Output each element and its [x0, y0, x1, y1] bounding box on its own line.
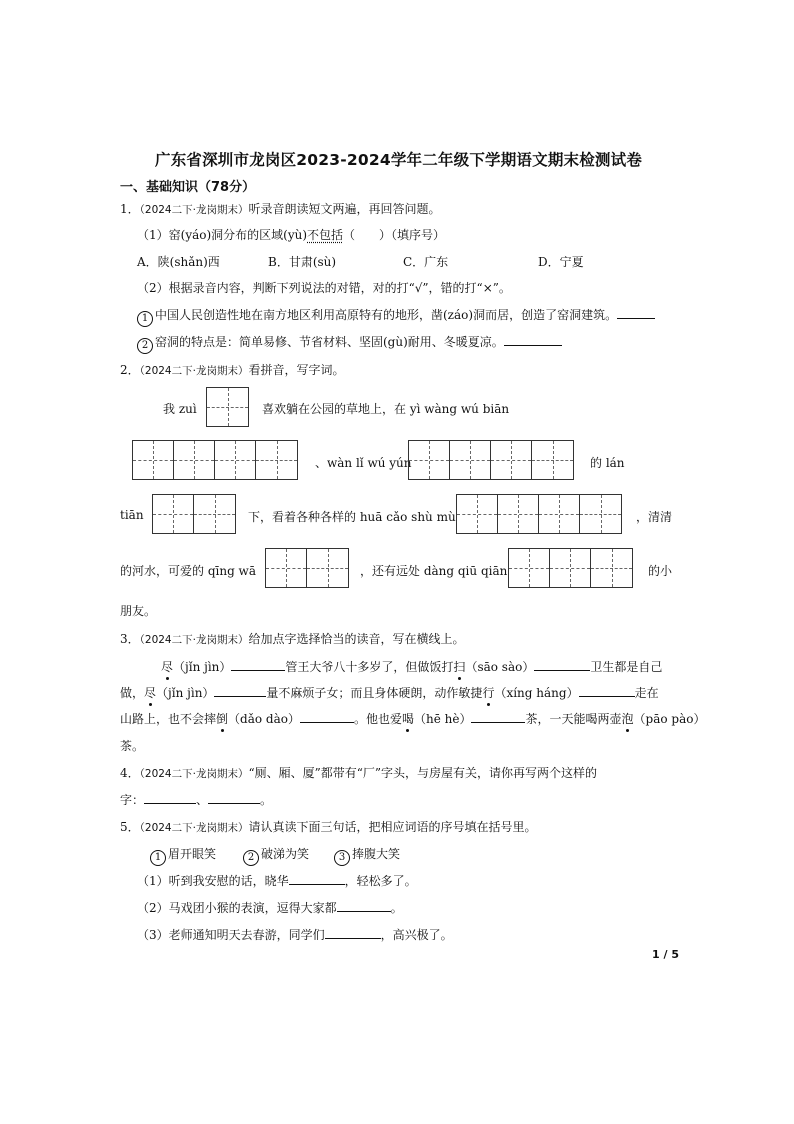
q3-line-1: 尽（jǐn jìn） 管王大爷八十多岁了，但做饭打扫（sāo sào） 卫生都是自己 [161, 660, 663, 674]
q1-judge-2: 2 窑洞的特点是：简单易修、节省材料、坚固(gù)耐用、冬暖夏凉。 [137, 333, 562, 354]
answer-blank[interactable] [144, 791, 196, 804]
pinyin-text: 、wàn lǐ wú yún [315, 456, 412, 470]
answer-blank[interactable] [325, 926, 381, 939]
pinyin-text: 的 lán [590, 456, 625, 470]
answer-blank[interactable] [300, 710, 354, 723]
answer-blank[interactable] [231, 658, 285, 671]
q1-option-b[interactable]: B．甘肃(sù) [268, 255, 337, 269]
body-text: 朋友。 [120, 604, 157, 618]
q5-sentence-3: （3）老师通知明天去春游，同学们 ，高兴极了。 [137, 928, 453, 942]
writing-grid-5[interactable] [456, 494, 622, 534]
q5-sentence-1: （1）听到我安慰的话，晓华 ，轻松多了。 [137, 874, 417, 888]
writing-grid-4[interactable] [152, 494, 236, 534]
q4-answer-line: 字： 、 。 [120, 793, 273, 807]
pinyin-text: 喜欢躺在公园的草地上，在 yì wàng wú biān [262, 402, 510, 416]
question-1 [120, 200, 440, 217]
pinyin-text: ，还有远处 dàng qiū qiān [360, 564, 508, 578]
writing-grid-6[interactable] [265, 548, 349, 588]
q1-option-d[interactable]: D．宁夏 [538, 255, 584, 269]
writing-grid-7[interactable] [508, 548, 633, 588]
q5-word-1: 1 眉开眼笑 [150, 845, 216, 866]
body-text: 的小 [648, 564, 673, 578]
q3-line-2: 做，尽（jǐn jìn） 量不麻烦子女；而且身体硬朗，动作敏捷行（xíng háng） 走在 [120, 686, 659, 700]
q5-word-2: 2 破涕为笑 [243, 845, 309, 866]
q1-judge-1: 1 中国人民创造性地在南方地区利用高原特有的地形，凿(záo)洞而居，创造了窑洞建筑。 [137, 306, 655, 327]
section-heading: 一、基础知识（78分） [120, 180, 256, 195]
pinyin-text: tiān [120, 508, 144, 522]
question-5: 5．（2024二下·龙岗期末）请认真读下面三句话，把相应词语的序号填在括号里。 [120, 820, 537, 834]
answer-blank[interactable] [208, 791, 260, 804]
q3-line-4: 茶。 [120, 739, 145, 753]
circled-number: 2 [137, 338, 153, 354]
pinyin-text: 下，看着各种各样的 huā cǎo shù mù [248, 510, 456, 524]
q1-option-c[interactable]: C．广东 [403, 255, 449, 269]
question-4: 4．（2024二下·龙岗期末）“厕、厢、厦”都带有“厂”字头，与房屋有关，请你再写两个这样的 [120, 766, 597, 780]
answer-blank[interactable] [214, 684, 266, 697]
emphasis-text: 不包括 [307, 228, 344, 242]
pinyin-text: 的河水，可爱的 qīng wā [120, 564, 256, 578]
answer-blank[interactable] [471, 710, 525, 723]
writing-grid-2[interactable] [132, 440, 298, 480]
answer-blank[interactable] [579, 684, 635, 697]
body-text: ，清清 [636, 510, 673, 524]
answer-blank[interactable] [504, 333, 562, 346]
answer-blank[interactable] [617, 306, 655, 319]
question-stem: 听录音朗读短文两遍，再回答问题。 [248, 202, 441, 216]
q1-sub1: （1）窑(yáo)洞分布的区域(yù)不包括（ ）（填序号） [137, 228, 446, 242]
question-2: 2．（2024二下·龙岗期末）看拼音，写字词。 [120, 363, 345, 377]
q1-sub2: （2）根据录音内容，判断下列说法的对错，对的打“√”，错的打“×”。 [137, 281, 511, 295]
pinyin-text: 我 zuì [163, 402, 197, 416]
page-title: 广东省深圳市龙岗区2023-2024学年二年级下学期语文期末检测试卷 [155, 151, 643, 169]
q3-line-3: 山路上，也不会摔倒（dǎo dào） 。他也爱喝（hē hè） 茶，一天能喝两壶泡（pāo pào） [120, 712, 706, 726]
page-number: 1 / 5 [652, 948, 679, 961]
circled-number: 1 [137, 311, 153, 327]
writing-grid-1[interactable] [206, 387, 249, 427]
question-3: 3．（2024二下·龙岗期末）给加点字选择恰当的读音，写在横线上。 [120, 632, 465, 646]
circled-number: 2 [243, 850, 259, 866]
question-source: （2024二下·龙岗期末） [139, 204, 249, 216]
q5-word-3: 3 捧腹大笑 [334, 845, 400, 866]
circled-number: 3 [334, 850, 350, 866]
answer-blank[interactable] [289, 872, 345, 885]
writing-grid-3[interactable] [408, 440, 574, 480]
answer-blank[interactable] [337, 899, 391, 912]
question-number: 1． [120, 202, 140, 216]
q5-sentence-2: （2）马戏团小猴的表演，逗得大家都 。 [137, 901, 403, 915]
answer-blank[interactable] [534, 658, 590, 671]
q1-option-a[interactable]: A．陕(shǎn)西 [137, 255, 220, 269]
circled-number: 1 [150, 850, 166, 866]
